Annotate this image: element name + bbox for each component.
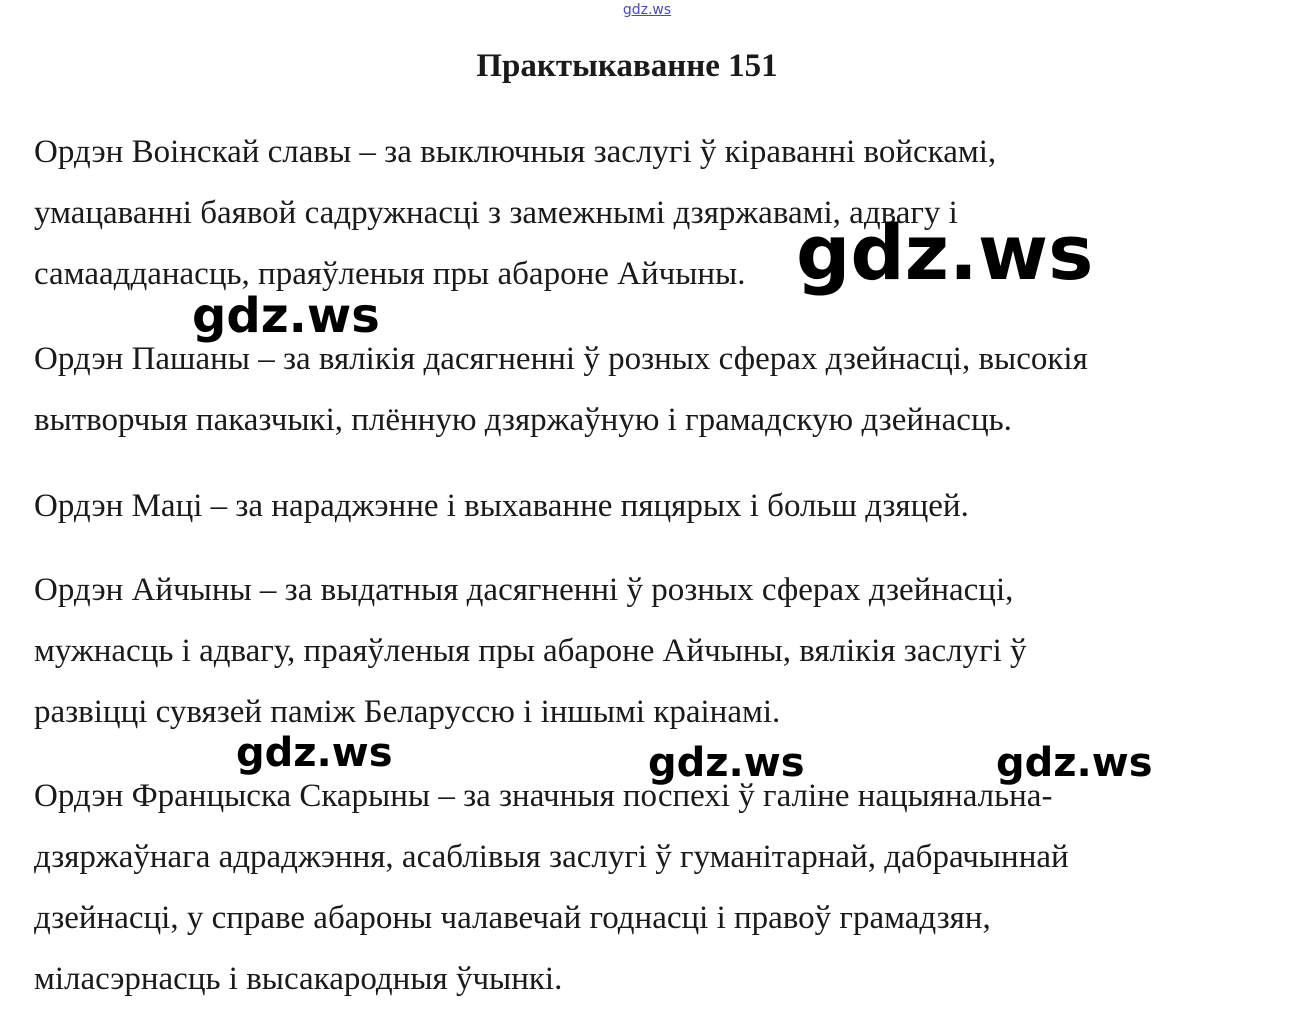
- paragraph-line: дзяржаўнага адраджэння, асаблівыя заслугі ў гуманітарнай, дабрачыннай: [34, 839, 1069, 875]
- watermark: gdz.ws: [648, 740, 805, 786]
- paragraph-order-fatherland: [34, 560, 1027, 743]
- paragraph-line: Ордэн Францыска Скарыны – за значныя поспехі ў галіне нацыянальна-: [34, 778, 1053, 814]
- watermark: gdz.ws: [192, 288, 380, 344]
- paragraph-line: міласэрнасць і высакародныя ўчынкі.: [34, 961, 563, 997]
- paragraph-line: развіцці сувязей паміж Беларуссю і іншымі краінамі.: [34, 694, 781, 730]
- watermark: gdz.ws: [236, 730, 393, 776]
- paragraph-line: Ордэн Маці – за нараджэнне і выхаванне пяцярых і больш дзяцей.: [34, 488, 969, 524]
- paragraph-line: дзейнасці, у справе абароны чалавечай годнасці і правоў грамадзян,: [34, 900, 991, 936]
- paragraph-order-mother: [34, 476, 969, 537]
- page-title: Практыкаванне 151: [476, 48, 778, 84]
- paragraph-order-honour: [34, 329, 1088, 451]
- paragraph-line: мужнасць і адвагу, праяўленыя пры абароне Айчыны, вялікія заслугі ў: [34, 633, 1027, 669]
- paragraph-line: Ордэн Айчыны – за выдатныя дасягненні ў розных сферах дзейнасці,: [34, 572, 1014, 608]
- site-link[interactable]: gdz.ws: [622, 2, 672, 18]
- watermark: gdz.ws: [796, 208, 1094, 297]
- paragraph-line: умацаванні баявой садружнасці з замежнымі дзяржавамі, адвагу і: [34, 195, 958, 231]
- paragraph-line: Ордэн Пашаны – за вялікія дасягненні ў розных сферах дзейнасці, высокія: [34, 341, 1088, 377]
- paragraph-order-skaryna: [34, 766, 1069, 1010]
- watermark: gdz.ws: [996, 740, 1153, 786]
- paragraph-line: вытворчыя паказчыкі, плённую дзяржаўную і грамадскую дзейнасць.: [34, 402, 1012, 438]
- paragraph-line: Ордэн Воінскай славы – за выключныя заслугі ў кіраванні войскамі,: [34, 134, 997, 170]
- paragraph-line: самаадданасць, праяўленыя пры абароне Айчыны.: [34, 256, 746, 292]
